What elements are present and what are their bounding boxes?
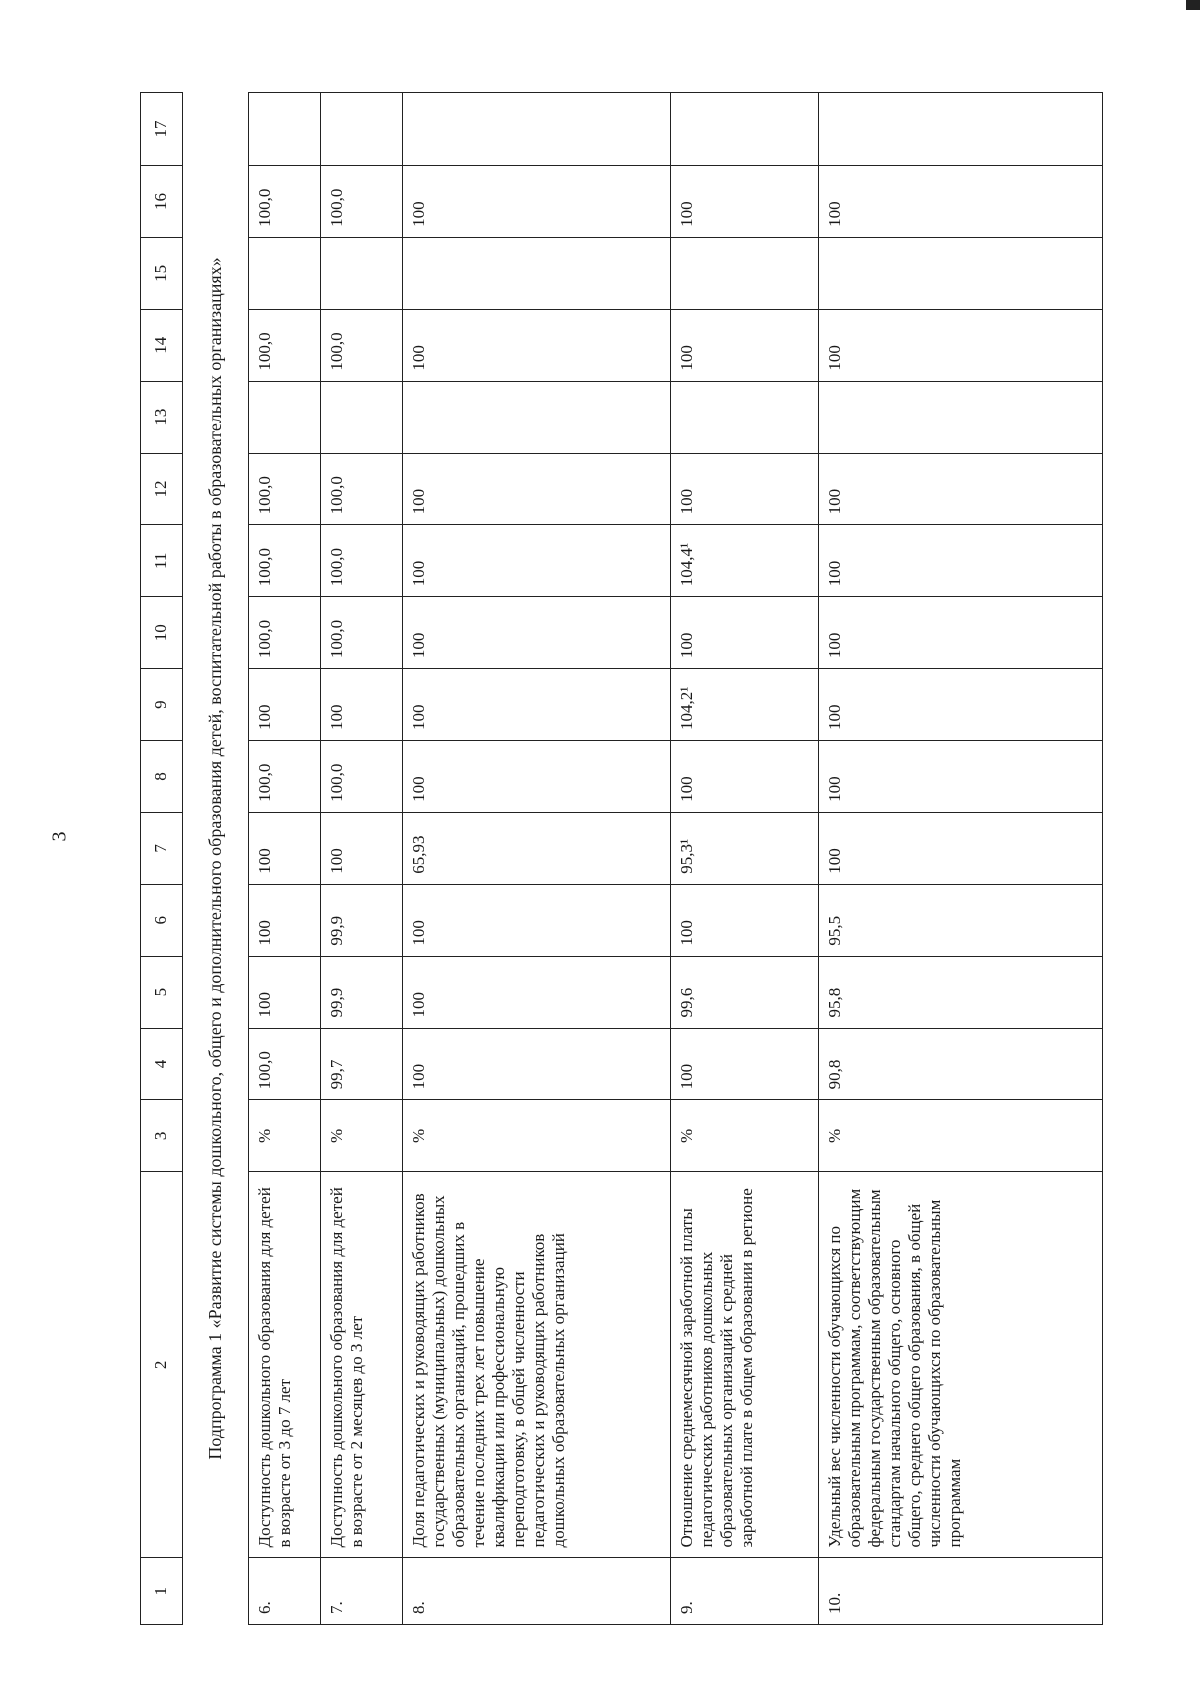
value-cell: 100 [403,956,671,1028]
value-cell [819,381,1103,453]
value-cell: 100 [403,166,671,238]
value-cell [403,237,671,309]
indicator-name: Доступность дошкольного образования для детей в возрасте от 2 месяцев до 3 лет [321,1172,403,1558]
column-header: 15 [141,237,183,309]
column-header: 2 [141,1172,183,1558]
value-cell: 95,8 [819,956,1103,1028]
value-cell: 100 [819,669,1103,741]
column-header: 17 [141,93,183,166]
scan-edge-mark [1186,0,1200,10]
column-header: 16 [141,166,183,238]
value-cell: 100,0 [321,741,403,813]
value-cell: 100 [249,812,321,884]
value-cell: 99,9 [321,884,403,956]
value-cell: 100 [249,884,321,956]
unit-cell: % [819,1100,1103,1172]
row-number: 9. [671,1558,819,1625]
value-cell [671,237,819,309]
table-row [321,93,403,1625]
table-row [249,93,321,1625]
column-header: 5 [141,956,183,1028]
value-cell: 100,0 [321,525,403,597]
value-cell: 100 [819,597,1103,669]
value-cell: 100,0 [249,309,321,381]
value-cell: 100,0 [249,525,321,597]
value-cell [321,93,403,166]
value-cell: 100 [403,309,671,381]
page-number: 3 [48,831,71,842]
value-cell: 100 [321,812,403,884]
value-cell: 100 [671,597,819,669]
value-cell: 100,0 [249,741,321,813]
value-cell: 100 [671,309,819,381]
value-cell: 100,0 [249,1028,321,1100]
value-cell: 99,6 [671,956,819,1028]
column-header: 14 [141,309,183,381]
column-header: 6 [141,884,183,956]
value-cell: 95,3¹ [671,812,819,884]
value-cell: 100 [819,525,1103,597]
value-cell: 100,0 [249,453,321,525]
value-cell: 100 [321,669,403,741]
column-header: 1 [141,1558,183,1625]
column-number-row [141,93,183,1625]
column-header: 9 [141,669,183,741]
table-row [819,93,1103,1625]
row-number: 8. [403,1558,671,1625]
value-cell: 100 [671,1028,819,1100]
column-header: 3 [141,1100,183,1172]
value-cell [321,237,403,309]
row-number: 10. [819,1558,1103,1625]
value-cell: 100,0 [321,309,403,381]
value-cell: 99,7 [321,1028,403,1100]
value-cell [249,381,321,453]
value-cell: 100 [671,741,819,813]
value-cell: 100 [403,525,671,597]
value-cell: 104,4¹ [671,525,819,597]
value-cell: 100,0 [249,597,321,669]
value-cell: 100 [671,884,819,956]
value-cell: 65,93 [403,812,671,884]
value-cell: 100 [403,884,671,956]
row-number: 7. [321,1558,403,1625]
value-cell: 100 [819,812,1103,884]
column-header: 11 [141,525,183,597]
value-cell: 104,2¹ [671,669,819,741]
value-cell [671,93,819,166]
indicator-name: Доля педагогических и руководящих работников государственных (муниципальных) дошкольных образовательных организаций, прошедших в течение последних трех лет повышение квалификации или профессиональную переподготовку, в общей численности педагогических и руководящих работников дошкольных образовательных организаций [403,1172,671,1558]
value-cell [671,381,819,453]
value-cell [403,93,671,166]
value-cell: 95,5 [819,884,1103,956]
value-cell: 100 [671,453,819,525]
column-header: 7 [141,812,183,884]
value-cell [249,237,321,309]
value-cell: 100 [403,669,671,741]
value-cell: 100 [403,597,671,669]
value-cell: 100 [403,1028,671,1100]
subprogram-title: Подпрограмма 1 «Развитие системы дошкольного, общего и дополнительного образования детей, воспитательной работы в образовательных организациях» [183,93,249,1625]
value-cell: 100 [819,741,1103,813]
indicator-name: Доступность дошкольного образования для детей в возрасте от 3 до 7 лет [249,1172,321,1558]
value-cell: 100 [403,741,671,813]
column-header: 8 [141,741,183,813]
value-cell: 100 [819,309,1103,381]
unit-cell: % [249,1100,321,1172]
value-cell: 100,0 [321,166,403,238]
value-cell [403,381,671,453]
value-cell: 90,8 [819,1028,1103,1100]
indicators-table [140,92,1103,1625]
value-cell [249,93,321,166]
row-number: 6. [249,1558,321,1625]
value-cell: 100 [249,956,321,1028]
value-cell: 100 [249,669,321,741]
value-cell: 100,0 [249,166,321,238]
value-cell: 100 [819,453,1103,525]
value-cell: 100 [403,453,671,525]
value-cell: 100,0 [321,453,403,525]
value-cell: 100 [671,166,819,238]
column-header: 10 [141,597,183,669]
column-header: 12 [141,453,183,525]
unit-cell: % [671,1100,819,1172]
value-cell [819,237,1103,309]
table-row [403,93,671,1625]
value-cell [321,381,403,453]
unit-cell: % [321,1100,403,1172]
indicator-name: Отношение среднемесячной заработной платы педагогических работников дошкольных образовательных организаций к средней заработной плате в общем образовании в регионе [671,1172,819,1558]
column-header: 4 [141,1028,183,1100]
subprogram-title-row [183,93,249,1625]
value-cell: 100,0 [321,597,403,669]
column-header: 13 [141,381,183,453]
value-cell: 100 [819,166,1103,238]
rotated-table-container [140,92,1102,1625]
unit-cell: % [403,1100,671,1172]
table-row [671,93,819,1625]
value-cell [819,93,1103,166]
value-cell: 99,9 [321,956,403,1028]
indicator-name: Удельный вес численности обучающихся по образовательным программам, соответствующим федеральным государственным образовательным стандартам начального общего, основного общего, среднего общего образования, в общей численности обучающихся по образовательным программам [819,1172,1103,1558]
